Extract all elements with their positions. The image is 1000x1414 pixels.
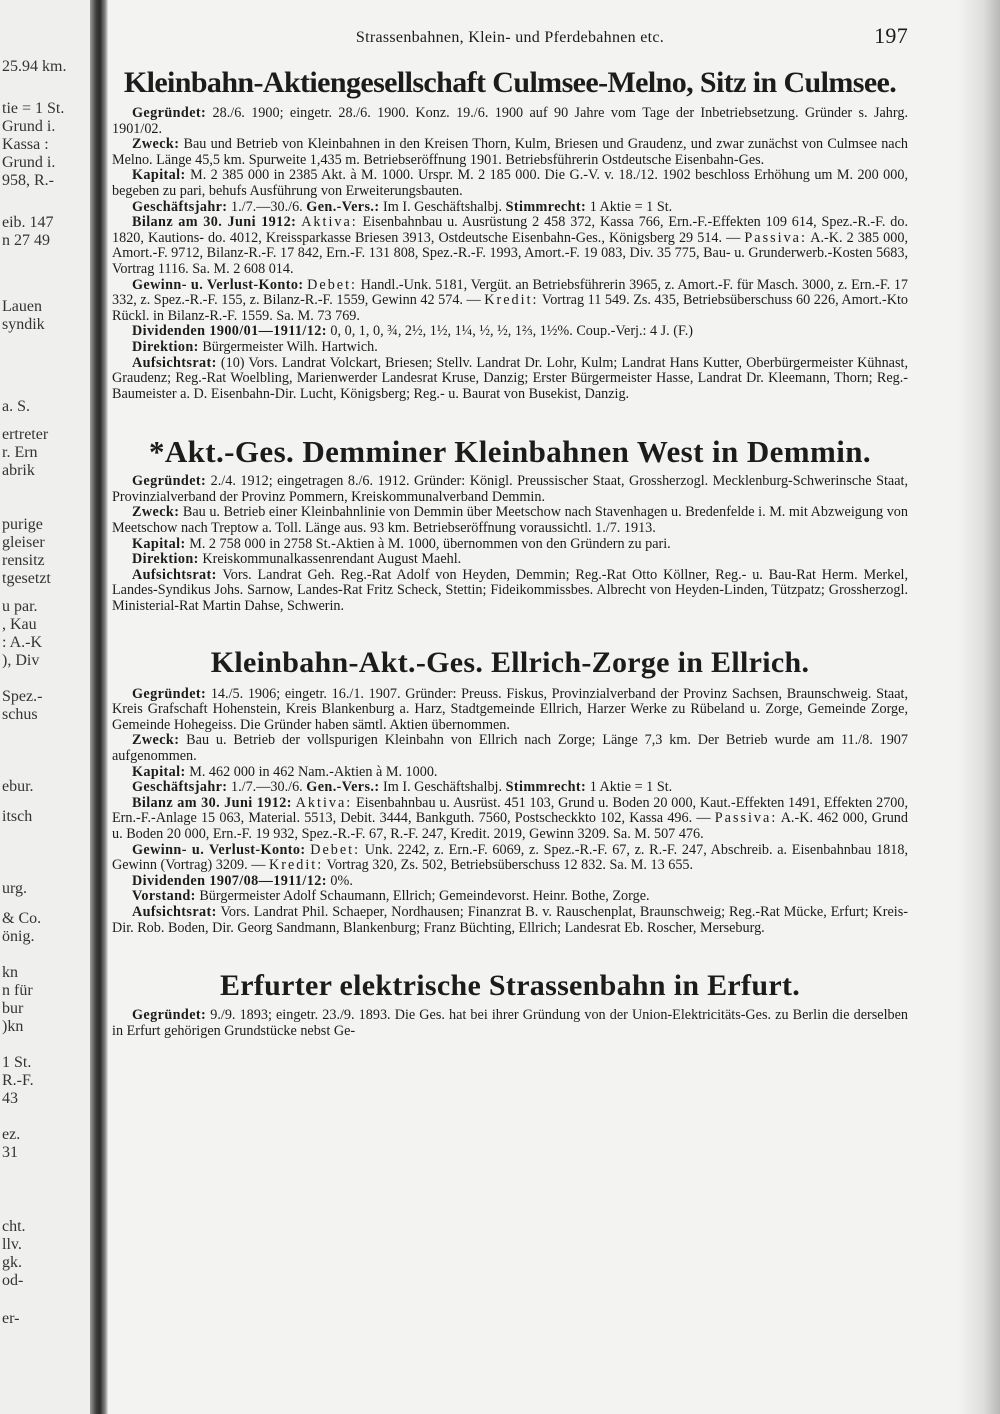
running-title: Strassenbahnen, Klein- und Pferdebahnen etc. <box>355 29 665 46</box>
margin-fragment: cht. <box>2 1218 26 1235</box>
field-label: Aufsichtsrat: <box>132 566 217 583</box>
section-label: Passiva: <box>744 229 807 246</box>
company-entry <box>112 64 908 402</box>
margin-fragment: tgesetzt <box>2 570 51 587</box>
field-text: Vortrag 11 549. Zs. 435, Betriebsüberschuss 60 226, Amort.-Kto Rückl. in Bilanz-R.-F. 1559. Sa. M. 73 769. <box>112 292 908 324</box>
entry-paragraph <box>112 106 908 137</box>
field-label: Zweck: <box>132 504 180 521</box>
entry-paragraph <box>112 137 908 168</box>
margin-fragment: Lauen <box>2 298 42 315</box>
margin-fragment: u par. <box>2 598 38 615</box>
field-text: Eisenbahnbau u. Ausrüstung 2 458 372, Kassa 766, Ern.-F.-Effekten 109 614, Spez.-R.-F. do. 1820, Kautions- do. 4012, Kreissparkasse Briesen 3913, Ostdeutsche Eisenbahn-Ges., Königsberg 29 514. — <box>112 214 909 246</box>
margin-fragment: Kassa : <box>2 136 49 153</box>
margin-fragment: ertreter <box>2 426 49 443</box>
margin-fragment: 958, R.- <box>2 172 54 189</box>
field-label: Bilanz am 30. Juni 1912: <box>132 794 292 811</box>
field-text: 1 Aktie = 1 St. <box>586 779 673 796</box>
field-text: Bau u. Betrieb einer Kleinbahnlinie von Demmin über Meetschow nach Stavenhagen u. Bredenfelde i. M. mit Abzweigung von Meetschow nach Treptow a. Toll. Länge aus. 93 km. Betriebseröffnung voraussichtl. 1./7. 1913. <box>112 504 908 537</box>
entry-title: Erfurter elektrische Strassenbahn in Erfurt. <box>219 969 801 1003</box>
entry-paragraph <box>112 780 908 796</box>
field-text: 1./7.—30./6. <box>227 779 307 796</box>
entry-paragraph <box>112 796 908 843</box>
field-text: Bau und Betrieb von Kleinbahnen in den Kreisen Thorn, Kulm, Briesen und Graudenz, und zwar zunächst von Culmsee nach Melno. Länge 45,5 km. Spurweite 1,435 m. Betriebseröffnung 1901. Betriebsführerin Ostdeutsche Eisenbahn-Ges. <box>112 136 908 168</box>
entry-paragraph <box>112 200 908 216</box>
field-text: Bürgermeister Adolf Schaumann, Ellrich; Gemeindevorst. Heinr. Bothe, Zorge. <box>195 888 650 905</box>
field-label: Gewinn- u. Verlust-Konto: <box>132 841 306 858</box>
field-text: 2./4. 1912; eingetragen 8./6. 1912. Gründer: Königl. Preussischer Staat, Grossherzogl. Mecklenburg-Schwerinsche Staat, Provinzialverband der Provinz Pommern, Kreiskommunalverband Demmin. <box>112 473 908 505</box>
margin-fragment: a. S. <box>2 398 30 415</box>
margin-fragment: & Co. <box>2 910 42 927</box>
field-label: Gegründet: <box>132 105 207 121</box>
field-text: Vortrag 320, Zs. 502, Betriebsüberschuss 12 832. Sa. M. 13 655. <box>323 857 694 874</box>
field-text: 9./9. 1893; eingetr. 23./9. 1893. Die Ges. hat bei ihrer Gründung von der Union-Elektricitäts-Ges. zu Berlin die derselben in Erfurt gehörigen Grundstücke nebst Ge- <box>112 1007 908 1039</box>
field-text: Bau u. Betrieb der vollspurigen Kleinbahn von Ellrich nach Zorge; Länge 7,3 km. Der Betrieb wurde am 11./8. 1907 aufgenommen. <box>112 732 908 764</box>
field-label: Gegründet: <box>132 473 207 490</box>
entry-paragraph <box>112 474 908 505</box>
field-text: Im I. Geschäftshalbj. <box>379 779 506 796</box>
field-label: Aufsichtsrat: <box>132 354 217 371</box>
margin-fragment: bur <box>2 1000 24 1017</box>
entry-paragraph <box>112 356 908 403</box>
entry-paragraph <box>112 324 908 340</box>
field-text: Bürgermeister Wilh. Hartwich. <box>198 338 378 355</box>
entry-paragraph <box>112 733 908 764</box>
margin-fragment: syndik <box>2 316 45 333</box>
page-number: 197 <box>874 23 908 48</box>
section-label: Kredit: <box>484 292 539 309</box>
field-text: 1./7.—30./6. <box>227 198 307 215</box>
margin-fragment: r. Ern <box>2 444 38 461</box>
margin-fragment: purige <box>2 516 43 533</box>
field-text: 1 Aktie = 1 St. <box>586 198 673 215</box>
field-text: (10) Vors. Landrat Volckart, Briesen; Stellv. Landrat Dr. Lohr, Kulm; Landrat Hans Kutter, Oberbürgermeister Kühnast, Graudenz; Reg.-Rat Woelbling, Marienwerder Landesrat Kruse, Danzig; Erster Bürgermeister Hasse, Landrat Dr. Kleemann, Thorn; Reg.-Baumeister a. D. Eisenbahn-Dir. Lucht, Königsberg; Reg.- u. Baurat von Busekist, Danzig. <box>112 354 908 402</box>
field-label: Direktion: <box>132 551 199 568</box>
margin-fragment: n für <box>2 982 33 999</box>
entry-paragraph <box>112 278 908 325</box>
field-text: A.-K. 462 000, Grund u. Boden 20 000, Ern.-F. 19 932, Spez.-R.-F. 67, R.-F. 247, Kredit. 2019, Gewinn 3209. Sa. M. 507 476. <box>112 810 908 842</box>
entry-paragraph <box>112 843 908 874</box>
field-label: Aufsichtsrat: <box>132 903 217 920</box>
field-label: Vorstand: <box>132 888 196 905</box>
entry-title: Kleinbahn-Akt.-Ges. Ellrich-Zorge in Ellrich. <box>210 645 810 679</box>
field-label: Stimmrecht: <box>505 198 587 215</box>
field-label: Direktion: <box>132 338 199 355</box>
margin-fragment: tie = 1 St. <box>2 100 65 117</box>
margin-fragment: od- <box>2 1272 24 1289</box>
field-label: Gegründet: <box>132 685 207 702</box>
entry-title: *Akt.-Ges. Demminer Kleinbahnen West in Demmin. <box>148 434 872 470</box>
margin-fragment: itsch <box>2 808 33 825</box>
margin-fragment: , Kau <box>2 616 37 633</box>
field-text: Im I. Geschäftshalbj. <box>379 198 506 215</box>
margin-fragment: llv. <box>2 1236 22 1253</box>
field-label: Kapital: <box>132 535 186 552</box>
field-label: Dividenden 1907/08—1911/12: <box>132 872 327 889</box>
field-text: A.-K. 2 385 000, Amort.-F. 9712, Bilanz-R.-F. 17 842, Ern.-F. 131 808, Spez.-R.-F. 1993, Amort.-F. 19 083, Div. 35 775, Bau- u. Grunderwerb.-Kosten 5683, Vortrag 1116. Sa. M. 2 608 014. <box>112 229 908 277</box>
margin-fragment: 43 <box>2 1090 18 1107</box>
entry-paragraph <box>112 568 908 615</box>
page-content <box>112 23 909 1039</box>
entry-paragraph <box>112 874 908 890</box>
margin-fragment: schus <box>2 706 38 723</box>
field-label: Kapital: <box>132 763 186 780</box>
field-text: 14./5. 1906; eingetr. 16./1. 1907. Gründer: Preuss. Fiskus, Provinzialverband der Provinz Sachsen, Braunschweig. Staat, Kreis Grafschaft Hohenstein, Kreis Blankenburg a. Harz, Stadtgemeinde Ellrich, Harzer Werke zu Rübeland u. Zorge, Gemeinde Zorge, Gemeinde Hohegeiss. Die Gründer haben sämtl. Aktien übernommen. <box>112 685 908 733</box>
section-label: Kredit: <box>268 857 324 874</box>
page-edge-shadow <box>958 0 1000 1414</box>
margin-fragment: önig. <box>2 928 35 945</box>
margin-fragment: kn <box>2 964 18 981</box>
margin-fragment: ), Div <box>2 652 40 669</box>
margin-fragment: : A.-K <box>2 634 42 651</box>
margin-fragment: 31 <box>2 1144 18 1161</box>
entry-paragraph <box>112 889 908 905</box>
margin-fragment: gk. <box>2 1254 22 1271</box>
field-text: Kreiskommunalkassenrendant August Maehl. <box>198 551 462 568</box>
entry-paragraph <box>112 537 908 553</box>
section-label: Aktiva: <box>301 214 358 231</box>
company-entry <box>112 966 908 1039</box>
margin-fragment: rensitz <box>2 552 45 569</box>
field-label: Geschäftsjahr: <box>132 779 228 796</box>
margin-fragment: Grund i. <box>2 154 56 171</box>
section-label: Debet: <box>310 841 361 858</box>
field-label: Zweck: <box>132 136 180 153</box>
entry-title: Kleinbahn-Aktiengesellschaft Culmsee-Melno, Sitz in Culmsee. <box>123 66 897 99</box>
entry-paragraph <box>112 215 908 277</box>
margin-fragment: )kn <box>2 1018 24 1035</box>
margin-fragment: eib. 147 <box>2 214 54 231</box>
field-text: M. 2 758 000 in 2758 St.-Aktien à M. 1000, übernommen von den Gründern zu pari. <box>185 535 671 552</box>
margin-fragment: Spez.- <box>2 688 43 705</box>
entry-paragraph <box>112 505 908 536</box>
margin-fragment: abrik <box>2 462 35 479</box>
field-text: 28./6. 1900; eingetr. 28./6. 1900. Konz. 19./6. 1900 auf 90 Jahre vom Tage der Inbetriebsetzung. Gründer s. Jahrg. 1901/02. <box>112 105 908 137</box>
field-text: 0%. <box>326 872 353 889</box>
book-spine-shadow <box>90 0 108 1414</box>
margin-fragment: Grund i. <box>2 118 56 135</box>
field-label: Stimmrecht: <box>505 779 587 796</box>
margin-fragment: urg. <box>2 880 28 897</box>
entry-paragraph <box>112 765 908 781</box>
section-label: Debet: <box>307 276 357 293</box>
margin-fragment: n 27 49 <box>2 232 50 249</box>
field-text: Vors. Landrat Phil. Schaeper, Nordhausen; Finanzrat B. v. Rauschenplat, Braunschweig; Reg.-Rat Mücke, Erfurt; Kreis-Dir. Rob. Boden, Dir. Georg Sandmann, Blankenburg; Franz Büchting, Ellrich; Landesrat Eb. Roscher, Merseburg. <box>112 903 908 936</box>
company-entry <box>112 432 908 614</box>
margin-fragment: gleiser <box>2 534 45 551</box>
previous-page-edge <box>0 0 96 1414</box>
entry-paragraph <box>112 340 908 356</box>
margin-fragment: 25.94 km. <box>2 58 67 75</box>
field-text: 0, 0, 1, 0, ¾, 2½, 1½, 1¼, ½, ½, 1⅔, 1½%. Coup.-Verj.: 4 J. (F.) <box>326 323 694 340</box>
entry-paragraph <box>112 687 908 734</box>
section-label: Aktiva: <box>295 794 353 811</box>
field-label: Gewinn- u. Verlust-Konto: <box>132 276 304 293</box>
entry-paragraph <box>112 552 908 568</box>
field-label: Geschäftsjahr: <box>132 198 228 215</box>
margin-fragment: ez. <box>2 1126 21 1143</box>
field-label: Kapital: <box>132 167 186 184</box>
field-label: Dividenden 1900/01—1911/12: <box>132 323 327 340</box>
field-label: Gegründet: <box>132 1007 207 1024</box>
entry-paragraph <box>112 905 908 936</box>
field-text: Handl.-Unk. 5181, Vergüt. an Betriebsführerin 3965, z. Amort.-F. für Masch. 3000, z. Ern.-F. 17 332, z. Spez.-R.-F. 155, z. Bilanz-R.-F. 1559, Gewinn 42 574. — <box>112 276 909 309</box>
field-text: Eisenbahnbau u. Ausrüst. 451 103, Grund u. Boden 20 000, Kaut.-Effekten 1491, Effekten 2700, Ern.-F.-Anlage 15 063, Material. 5513, Debit. 3444, Bankguth. 7560, Postscheckkto 102, Kassa 496. — <box>112 794 909 827</box>
field-label: Zweck: <box>132 732 180 749</box>
field-label: Gen.-Vers.: <box>306 779 380 796</box>
field-text: Unk. 2242, z. Ern.-F. 6069, z. Spez.-R.-F. 67, z. R.-F. 247, Abschreib. a. Eisenbahnbau 1818, Gewinn (Vortrag) 3209. — <box>112 841 909 874</box>
field-text: Vors. Landrat Geh. Reg.-Rat Adolf von Heyden, Demmin; Reg.-Rat Otto Köllner, Reg.- u. Bau-Rat Herm. Merkel, Landes-Syndikus Johs. Sarnow, Landes-Rat Fritz Scheck, Stettin; Fideikommissbes. Albrecht von Heyden-Linden, Tützpatz; Grossherzogl. Ministerial-Rat Martin Dahse, Schwerin. <box>112 566 908 615</box>
field-text: M. 462 000 in 462 Nam.-Aktien à M. 1000. <box>185 763 438 780</box>
page-header <box>112 23 908 64</box>
margin-fragment: ebur. <box>2 778 34 795</box>
margin-fragment: 1 St. <box>2 1054 32 1071</box>
entry-paragraph <box>112 1008 908 1039</box>
company-entry <box>112 643 908 937</box>
field-label: Gen.-Vers.: <box>306 198 380 215</box>
section-label: Passiva: <box>714 810 778 827</box>
field-label: Bilanz am 30. Juni 1912: <box>132 214 297 231</box>
entry-paragraph <box>112 168 908 199</box>
margin-fragment: er- <box>2 1310 20 1327</box>
field-text: M. 2 385 000 in 2385 Akt. à M. 1000. Urspr. M. 2 185 000. Die G.-V. v. 18./12. 1902 beschloss Erhöhung um M. 200 000, begeben zu pari, behufs Ausführung von Erweiterungsbauten. <box>112 167 908 199</box>
margin-fragment: R.-F. <box>2 1072 34 1089</box>
